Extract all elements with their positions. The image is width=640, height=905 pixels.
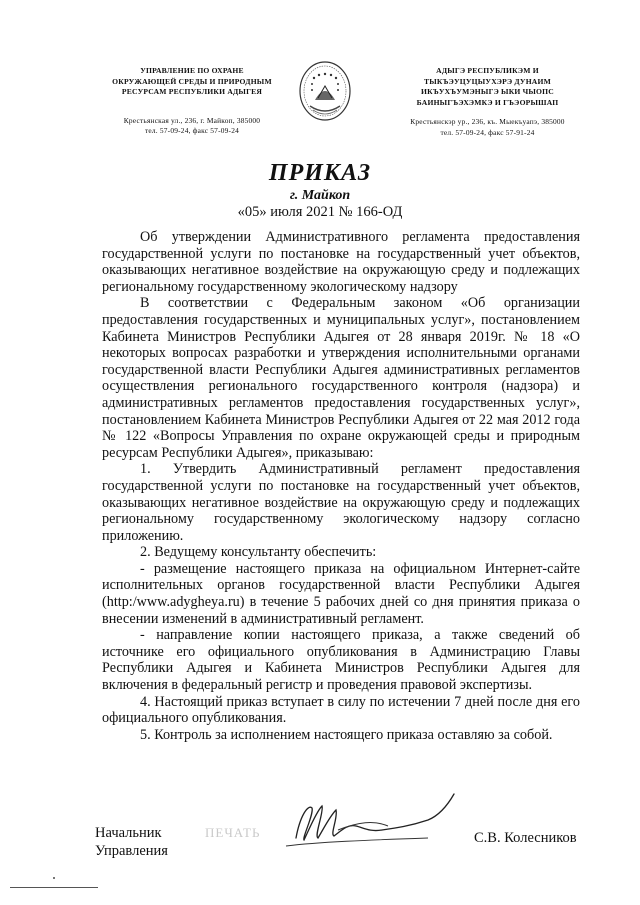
org-phone-ady: тел. 57-09-24, факс 57-91-24 [440, 127, 535, 137]
org-name-ru-line3: РЕСУРСАМ РЕСПУБЛИКИ АДЫГЕЯ [121, 87, 263, 96]
scan-speck [53, 877, 55, 879]
org-name-ady-line2: ТЫКЪЭУЦУЦЫУХЭРЭ ДУНАИМ [424, 76, 551, 86]
signatory-position [95, 824, 168, 860]
header-right-block [380, 66, 595, 138]
document-body [102, 229, 580, 743]
order-preamble: В соответствии с Федеральным законом «Об организации предоставления государственных и муниципальных услуг», постановлением Кабинета Министров Республики Адыгея от 28 января 2019г. № 18 «О некоторых вопросах разработки и утверждения исполнительными органами государственной власти Республики Адыгея административных регламентов осуществления регионального государственного контроля (надзора) и административных регламентов предоставления государственных услуг», постановлением Кабинета Министров Республики Адыгея от 22 мая 2012 года № 122 «Вопросы Управления по охране окружающей среды и природным ресурсам Республики Адыгея», приказываю: [102, 295, 580, 461]
header-left-block [92, 66, 292, 137]
order-item-2a: - размещение настоящего приказа на официальном Интернет-сайте исполнительных органов государственной власти Республики Адыгея (http:/www.adygheya.ru) в течение 5 рабочих дней со дня принятия приказа о внесении изменений в административный регламент. [102, 560, 580, 627]
order-item-2b: - направление копии настоящего приказа, а также сведений об источнике его официального опубликования в Администрацию Главы Республики Адыгея и Кабинета Министров Республики Адыгея для включения в федеральный регистр и проведения правовой экспертизы. [102, 627, 580, 694]
org-name-ru-line1: УПРАВЛЕНИЕ ПО ОХРАНЕ [140, 66, 244, 75]
org-name-ru-line2: ОКРУЖАЮЩЕЙ СРЕДЫ И ПРИРОДНЫМ [112, 76, 272, 86]
handwritten-signature [278, 786, 468, 856]
footer-divider [10, 887, 98, 888]
org-address-ady: Крестьянскэр ур., 236, къ. Мыекъуапэ, 385000 [410, 117, 565, 126]
order-subject: Об утверждении Административного регламента предоставления государственной услуги по постановке на государственный учет объектов, оказывающих негативное воздействие на окружающую среду и подлежащих региональному государственному экологическому надзору [102, 229, 580, 295]
org-name-ady-line3: ИКЪУХЪУМЭНЫГЭ ЫКИ ЧЫОПС [421, 87, 554, 96]
signatory-name: С.В. Колесников [474, 830, 577, 846]
faint-stamp-text: ПЕЧАТЬ [205, 825, 261, 840]
org-address-ru: Крестьянская ул., 236, г. Майкоп, 385000 [123, 115, 261, 125]
order-item-1: 1. Утвердить Административный регламент предоставления государственной услуги по постановке на государственный учет объектов, оказывающих негативное воздействие на окружающую среду и подлежащих региональному государственному экологическому надзору согласно приложению. [102, 461, 580, 544]
coat-of-arms-icon [298, 60, 352, 122]
signatory-position-line2: Управления [95, 843, 168, 859]
document-date-number: «05» июля 2021 № 166-ОД [237, 204, 403, 220]
org-phone-ru: тел. 57-09-24, факс 57-09-24 [145, 126, 239, 135]
order-item-2: 2. Ведущему консультанту обеспечить: [140, 544, 377, 561]
org-name-ady-line4: БАИНЫГЪЭХЭМКЭ И ГЪЭОРЫШАП [416, 97, 559, 107]
signatory-position-line1: Начальник [95, 825, 162, 841]
order-item-4: 4. Настоящий приказ вступает в силу по истечении 7 дней после дня его официального опубликования. [102, 693, 580, 727]
document-title: ПРИКАЗ [268, 160, 372, 186]
org-name-ady-line1: АДЫГЭ РЕСПУБЛИКЭМ И [436, 66, 539, 75]
order-item-5: 5. Контроль за исполнением настоящего приказа оставляю за собой. [140, 726, 553, 743]
document-city: г. Майкоп [289, 188, 351, 203]
